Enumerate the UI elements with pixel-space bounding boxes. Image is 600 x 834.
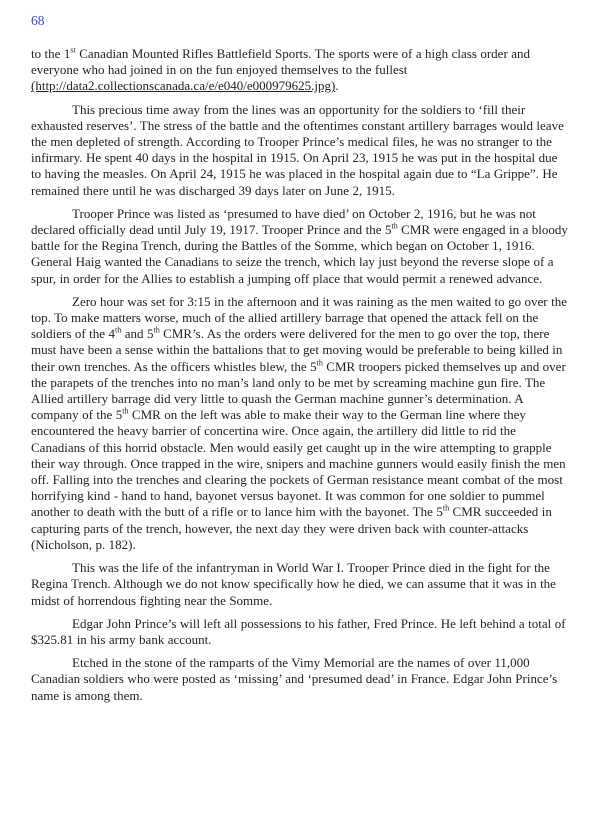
- superscript-text: th: [442, 504, 450, 514]
- paragraph: [31, 206, 570, 287]
- text-run: Edgar John Prince’s will left all possessions to his father, Fred Prince. He left behind a total of $325.81 in his army bank account.: [31, 615, 566, 647]
- superscript-text: th: [115, 325, 122, 335]
- text-run: This precious time away from the lines was an opportunity for the soldiers to ‘fill their exhausted reserves’. The stress of the battle and the oftentimes constant artillery barrages would leave the men depleted of strength. According to Trooper Prince’s medical files, he was no stranger to the infirmary. He spent 40 days in the hospital in 1915. On April 23, 1915 he was put in the hospital due to having the measles. On April 24, 1915 he was placed in the hospital again due to “La Grippe”. He remained there until he was discharged 39 days later on June 2, 1915.: [31, 101, 564, 198]
- page-number: 68: [31, 13, 45, 28]
- document-hyperlink[interactable]: (http://data2.collectionscanada.ca/e/e040/e000979625.jpg): [31, 78, 336, 94]
- text-run: CMR on the left was able to make their way to the German line where they encountered the heavy barrier of concertina wire. Once again, the artillery did little to rid the Canadians of this horrid obstacle. Men would easily get caught up in the wire attempting to grapple their way through. Once trapped in the wire, snipers and machine gunners would easily finish the men off. Falling into the trenches and clearing the pockets of German resistance meant combat of the most horrifying kind - hand to hand, bayonet versus bayonet. It was common for one soldier to pummel another to death with the butt of a rifle or to lance him with the bayonet. The 5: [31, 407, 566, 520]
- superscript-text: th: [122, 406, 129, 416]
- text-run: CMR were engaged in a bloody battle for the Regina Trench, during the Battles of the Somme, which began on October 1, 1916. General Haig wanted the Canadians to seize the trench, which lay just beyond the reverse slope of a spur, in order for the Allies to establish a jumping off place that would permit a renewed advance.: [31, 222, 568, 286]
- text-run: Trooper Prince was listed as ‘presumed to have died’ on October 2, 1916, but he was not declared officially dead until July 19, 1917. Trooper Prince and the 5: [31, 205, 536, 238]
- paragraph: [31, 560, 570, 609]
- text-run: Zero hour was set for 3:15 in the afternoon and it was raining as the men waited to go over the top. To make matters worse, much of the allied artillery barrage that opened the attack fell on the soldiers of the 4: [31, 293, 567, 342]
- superscript-text: th: [153, 325, 160, 335]
- text-run: CMR succeeded in capturing parts of the trench, however, the next day they were driven back with counter-attacks (Nicholson, p. 182).: [31, 504, 552, 552]
- text-run: CMR troopers picked themselves up and over the parapets of the trenches into no man’s land only to be met by screaming machine gun fire. The Allied artillery barrage did very little to quash the German machine gunner’s determination. A company of the 5: [31, 358, 566, 423]
- text-run: Etched in the stone of the ramparts of the Vimy Memorial are the names of over 11,000 Canadian soldiers who were posted as ‘missing’ and ‘presumed dead’ in France. Edgar John Prince’s name is among them.: [31, 655, 558, 703]
- paragraph: [31, 655, 570, 704]
- text-run: and 5: [121, 326, 154, 342]
- text-run: Canadian Mounted Rifles Battlefield Sports. The sports were of a high class order and everyone who had joined in on the fun enjoyed themselves to the fullest: [31, 46, 530, 78]
- paragraph: [31, 294, 570, 553]
- paragraph: [31, 46, 570, 95]
- superscript-text: st: [70, 45, 76, 55]
- paragraph: [31, 102, 570, 199]
- superscript-text: th: [316, 358, 323, 368]
- superscript-text: th: [391, 221, 398, 231]
- text-run: CMR’s. As the orders were delivered for the men to go over the top, there must have been a sense within the battalions that to get moving would be preferable to being killed in their own trenches. As the officers whistles blew, the 5: [31, 326, 563, 374]
- paragraph: [31, 616, 570, 648]
- text-run: .: [335, 78, 339, 94]
- text-run: This was the life of the infantryman in World War I. Trooper Prince died in the fight for the Regina Trench. Although we do not know specifically how he died, we can assume that it was in the midst of horrendous fighting near the Somme.: [31, 560, 556, 608]
- text-run: to the 1: [31, 46, 71, 61]
- document-body: [0, 46, 600, 704]
